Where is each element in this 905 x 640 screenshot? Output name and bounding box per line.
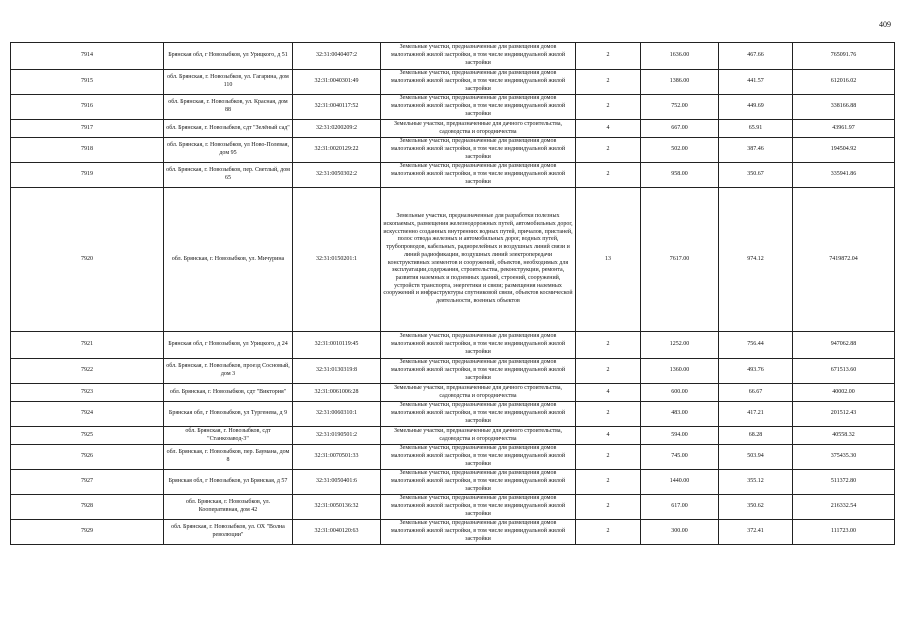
row-number: 7923: [11, 384, 164, 402]
table-row: [11, 402, 895, 427]
specific-value-cell: 350.62: [719, 495, 793, 520]
cadastral-value-cell: 765091.76: [793, 43, 895, 70]
use-group-cell: 2: [576, 359, 641, 384]
cadastral-number-cell: 32:31:0130319:8: [293, 359, 381, 384]
area-cell: 1252.00: [641, 332, 719, 359]
area-cell: 502.00: [641, 138, 719, 163]
specific-value-cell: 441.57: [719, 70, 793, 95]
cadastral-value-cell: 7419872.04: [793, 188, 895, 332]
specific-value-cell: 66.67: [719, 384, 793, 402]
cadastral-value-cell: 511372.80: [793, 470, 895, 495]
cadastral-number-cell: 32:31:0060310:1: [293, 402, 381, 427]
area-cell: 745.00: [641, 445, 719, 470]
use-group-cell: 2: [576, 445, 641, 470]
table-row: [11, 384, 895, 402]
area-cell: 1386.00: [641, 70, 719, 95]
table-row: [11, 163, 895, 188]
address-cell: Брянская обл, г Новозыбков, ул Брянская, д 57: [164, 470, 293, 495]
table-row: [11, 332, 895, 359]
page-number: 409: [879, 20, 891, 29]
table-row: [11, 495, 895, 520]
use-group-cell: 2: [576, 70, 641, 95]
address-cell: обл. Брянская, г. Новозыбков, ул. Мичурина: [164, 188, 293, 332]
use-group-cell: 2: [576, 138, 641, 163]
specific-value-cell: 68.28: [719, 427, 793, 445]
use-group-cell: 2: [576, 332, 641, 359]
cadastral-value-cell: 43961.97: [793, 120, 895, 138]
cadastral-number-cell: 32:31:0020129:22: [293, 138, 381, 163]
permitted-use-cell: Земельные участки, предназначенные для размещения домов малоэтажной жилой застройки, в том числе индивидуальной жилой застройки: [381, 445, 576, 470]
row-number: 7929: [11, 520, 164, 545]
use-group-cell: 2: [576, 95, 641, 120]
area-cell: 958.00: [641, 163, 719, 188]
cadastral-value-cell: 671513.60: [793, 359, 895, 384]
table-row: [11, 70, 895, 95]
row-number: 7928: [11, 495, 164, 520]
table-row: [11, 43, 895, 70]
specific-value-cell: 974.12: [719, 188, 793, 332]
specific-value-cell: 350.67: [719, 163, 793, 188]
use-group-cell: 2: [576, 43, 641, 70]
area-cell: 667.00: [641, 120, 719, 138]
permitted-use-cell: Земельные участки, предназначенные для разработки полезных ископаемых, размещения железнодорожных путей, автомобильных дорог, искусственно созданных внутренних водных путей, причалов, пристаней, полос отвода железных и автомобильных дорог, водных путей, трубопроводов, кабельных, радиорелейных и воздушных линий связи и линий радиофикации, воздушных линий электропередачи конструктивных элементов и сооружений, объектов, необходимых для эксплуатации,содержания, строительства, реконструкции, ремонта, развития наземных и подземных зданий, строений, сооружений, устройств транспорта, энергетики и связи; размещения наземных сооружений и инфраструктуры спутниковой связи, объектов космической деятельности, военных объектов: [381, 188, 576, 332]
address-cell: обл. Брянская, г. Новозыбков, ул. Гагарина, дом 110: [164, 70, 293, 95]
use-group-cell: 4: [576, 120, 641, 138]
use-group-cell: 4: [576, 384, 641, 402]
table-row: [11, 359, 895, 384]
row-number: 7926: [11, 445, 164, 470]
cadastral-value-cell: 335941.86: [793, 163, 895, 188]
cadastral-number-cell: 32:31:0040117:52: [293, 95, 381, 120]
permitted-use-cell: Земельные участки, предназначенные для дачного строительства, садоводства и огородничества: [381, 384, 576, 402]
cadastral-value-cell: 375435.30: [793, 445, 895, 470]
area-cell: 1636.00: [641, 43, 719, 70]
permitted-use-cell: Земельные участки, предназначенные для размещения домов малоэтажной жилой застройки, в том числе индивидуальной жилой застройки: [381, 495, 576, 520]
area-cell: 752.00: [641, 95, 719, 120]
address-cell: Брянская обл, г Новозыбков, ул Урицкого, д 24: [164, 332, 293, 359]
row-number: 7915: [11, 70, 164, 95]
cadastral-number-cell: 32:31:0040301:49: [293, 70, 381, 95]
specific-value-cell: 65.91: [719, 120, 793, 138]
address-cell: обл. Брянская, г. Новозыбков, ул Ново-Полевая, дом 95: [164, 138, 293, 163]
specific-value-cell: 417.21: [719, 402, 793, 427]
address-cell: обл. Брянская, г. Новозыбков, пер. Светлый, дом 65: [164, 163, 293, 188]
area-cell: 483.00: [641, 402, 719, 427]
permitted-use-cell: Земельные участки, предназначенные для размещения домов малоэтажной жилой застройки, в том числе индивидуальной жилой застройки: [381, 70, 576, 95]
permitted-use-cell: Земельные участки, предназначенные для размещения домов малоэтажной жилой застройки, в том числе индивидуальной жилой застройки: [381, 95, 576, 120]
table-row: [11, 95, 895, 120]
row-number: 7924: [11, 402, 164, 427]
row-number: 7927: [11, 470, 164, 495]
cadastral-number-cell: 32:31:0070501:33: [293, 445, 381, 470]
row-number: 7919: [11, 163, 164, 188]
area-cell: 300.00: [641, 520, 719, 545]
address-cell: обл. Брянская, г. Новозыбков, ул. ОХ "Волна революции": [164, 520, 293, 545]
cadastral-number-cell: 32:31:0200209:2: [293, 120, 381, 138]
cadastral-number-cell: 32:31:0040120:63: [293, 520, 381, 545]
table-row: [11, 445, 895, 470]
table-row: [11, 188, 895, 332]
permitted-use-cell: Земельные участки, предназначенные для размещения домов малоэтажной жилой застройки, в том числе индивидуальной жилой застройки: [381, 43, 576, 70]
table-row: [11, 427, 895, 445]
row-number: 7922: [11, 359, 164, 384]
cadastral-number-cell: 32:31:0150201:1: [293, 188, 381, 332]
land-registry-table: [10, 42, 895, 545]
address-cell: обл. Брянская, г. Новозыбков, ул. Красная, дом 88: [164, 95, 293, 120]
address-cell: обл. Брянская, г. Новозыбков, сдт "Зелёный сад": [164, 120, 293, 138]
area-cell: 7617.00: [641, 188, 719, 332]
permitted-use-cell: Земельные участки, предназначенные для дачного строительства, садоводства и огородничества: [381, 427, 576, 445]
cadastral-value-cell: 111723.00: [793, 520, 895, 545]
cadastral-value-cell: 40002.00: [793, 384, 895, 402]
cadastral-number-cell: 32:31:0050401:6: [293, 470, 381, 495]
specific-value-cell: 493.76: [719, 359, 793, 384]
cadastral-value-cell: 216332.54: [793, 495, 895, 520]
row-number: 7925: [11, 427, 164, 445]
address-cell: обл. Брянская, г. Новозыбков, сдт "Виктория": [164, 384, 293, 402]
permitted-use-cell: Земельные участки, предназначенные для размещения домов малоэтажной жилой застройки, в том числе индивидуальной жилой застройки: [381, 163, 576, 188]
use-group-cell: 2: [576, 470, 641, 495]
permitted-use-cell: Земельные участки, предназначенные для размещения домов малоэтажной жилой застройки, в том числе индивидуальной жилой застройки: [381, 138, 576, 163]
use-group-cell: 13: [576, 188, 641, 332]
use-group-cell: 4: [576, 427, 641, 445]
specific-value-cell: 756.44: [719, 332, 793, 359]
cadastral-value-cell: 338166.88: [793, 95, 895, 120]
address-cell: Брянская обл, г Новозыбков, ул Тургенева, д 9: [164, 402, 293, 427]
use-group-cell: 2: [576, 163, 641, 188]
table-row: [11, 520, 895, 545]
specific-value-cell: 449.69: [719, 95, 793, 120]
cadastral-value-cell: 201512.43: [793, 402, 895, 427]
address-cell: обл. Брянская, г. Новозыбков, пер. Баумана, дом 8: [164, 445, 293, 470]
permitted-use-cell: Земельные участки, предназначенные для размещения домов малоэтажной жилой застройки, в том числе индивидуальной жилой застройки: [381, 520, 576, 545]
area-cell: 1360.00: [641, 359, 719, 384]
permitted-use-cell: Земельные участки, предназначенные для размещения домов малоэтажной жилой застройки, в том числе индивидуальной жилой застройки: [381, 470, 576, 495]
specific-value-cell: 355.12: [719, 470, 793, 495]
specific-value-cell: 372.41: [719, 520, 793, 545]
address-cell: обл. Брянская, г. Новозыбков, сдт "Станкозавод-3": [164, 427, 293, 445]
area-cell: 600.00: [641, 384, 719, 402]
area-cell: 617.00: [641, 495, 719, 520]
area-cell: 594.00: [641, 427, 719, 445]
row-number: 7917: [11, 120, 164, 138]
area-cell: 1440.00: [641, 470, 719, 495]
row-number: 7921: [11, 332, 164, 359]
cadastral-number-cell: 32:31:0061006:28: [293, 384, 381, 402]
row-number: 7916: [11, 95, 164, 120]
table-row: [11, 470, 895, 495]
specific-value-cell: 387.46: [719, 138, 793, 163]
cadastral-value-cell: 194504.92: [793, 138, 895, 163]
address-cell: обл. Брянская, г. Новозыбков, проезд Сосновый, дом 3: [164, 359, 293, 384]
cadastral-number-cell: 32:31:0040407:2: [293, 43, 381, 70]
address-cell: Брянская обл, г Новозыбков, ул Урицкого, д 51: [164, 43, 293, 70]
cadastral-number-cell: 32:31:0010119:45: [293, 332, 381, 359]
use-group-cell: 2: [576, 520, 641, 545]
cadastral-number-cell: 32:31:0190501:2: [293, 427, 381, 445]
cadastral-number-cell: 32:31:0050136:32: [293, 495, 381, 520]
cadastral-value-cell: 40558.32: [793, 427, 895, 445]
row-number: 7920: [11, 188, 164, 332]
cadastral-value-cell: 947062.88: [793, 332, 895, 359]
table-row: [11, 138, 895, 163]
permitted-use-cell: Земельные участки, предназначенные для дачного строительства, садоводства и огородничества: [381, 120, 576, 138]
specific-value-cell: 467.66: [719, 43, 793, 70]
use-group-cell: 2: [576, 402, 641, 427]
row-number: 7918: [11, 138, 164, 163]
permitted-use-cell: Земельные участки, предназначенные для размещения домов малоэтажной жилой застройки, в том числе индивидуальной жилой застройки: [381, 402, 576, 427]
specific-value-cell: 503.94: [719, 445, 793, 470]
cadastral-value-cell: 612016.02: [793, 70, 895, 95]
row-number: 7914: [11, 43, 164, 70]
permitted-use-cell: Земельные участки, предназначенные для размещения домов малоэтажной жилой застройки, в том числе индивидуальной жилой застройки: [381, 359, 576, 384]
table-row: [11, 120, 895, 138]
table-body: [11, 43, 895, 545]
address-cell: обл. Брянская, г. Новозыбков, ул. Кооперативная, дом 42: [164, 495, 293, 520]
cadastral-number-cell: 32:31:0050302:2: [293, 163, 381, 188]
use-group-cell: 2: [576, 495, 641, 520]
permitted-use-cell: Земельные участки, предназначенные для размещения домов малоэтажной жилой застройки, в том числе индивидуальной жилой застройки: [381, 332, 576, 359]
